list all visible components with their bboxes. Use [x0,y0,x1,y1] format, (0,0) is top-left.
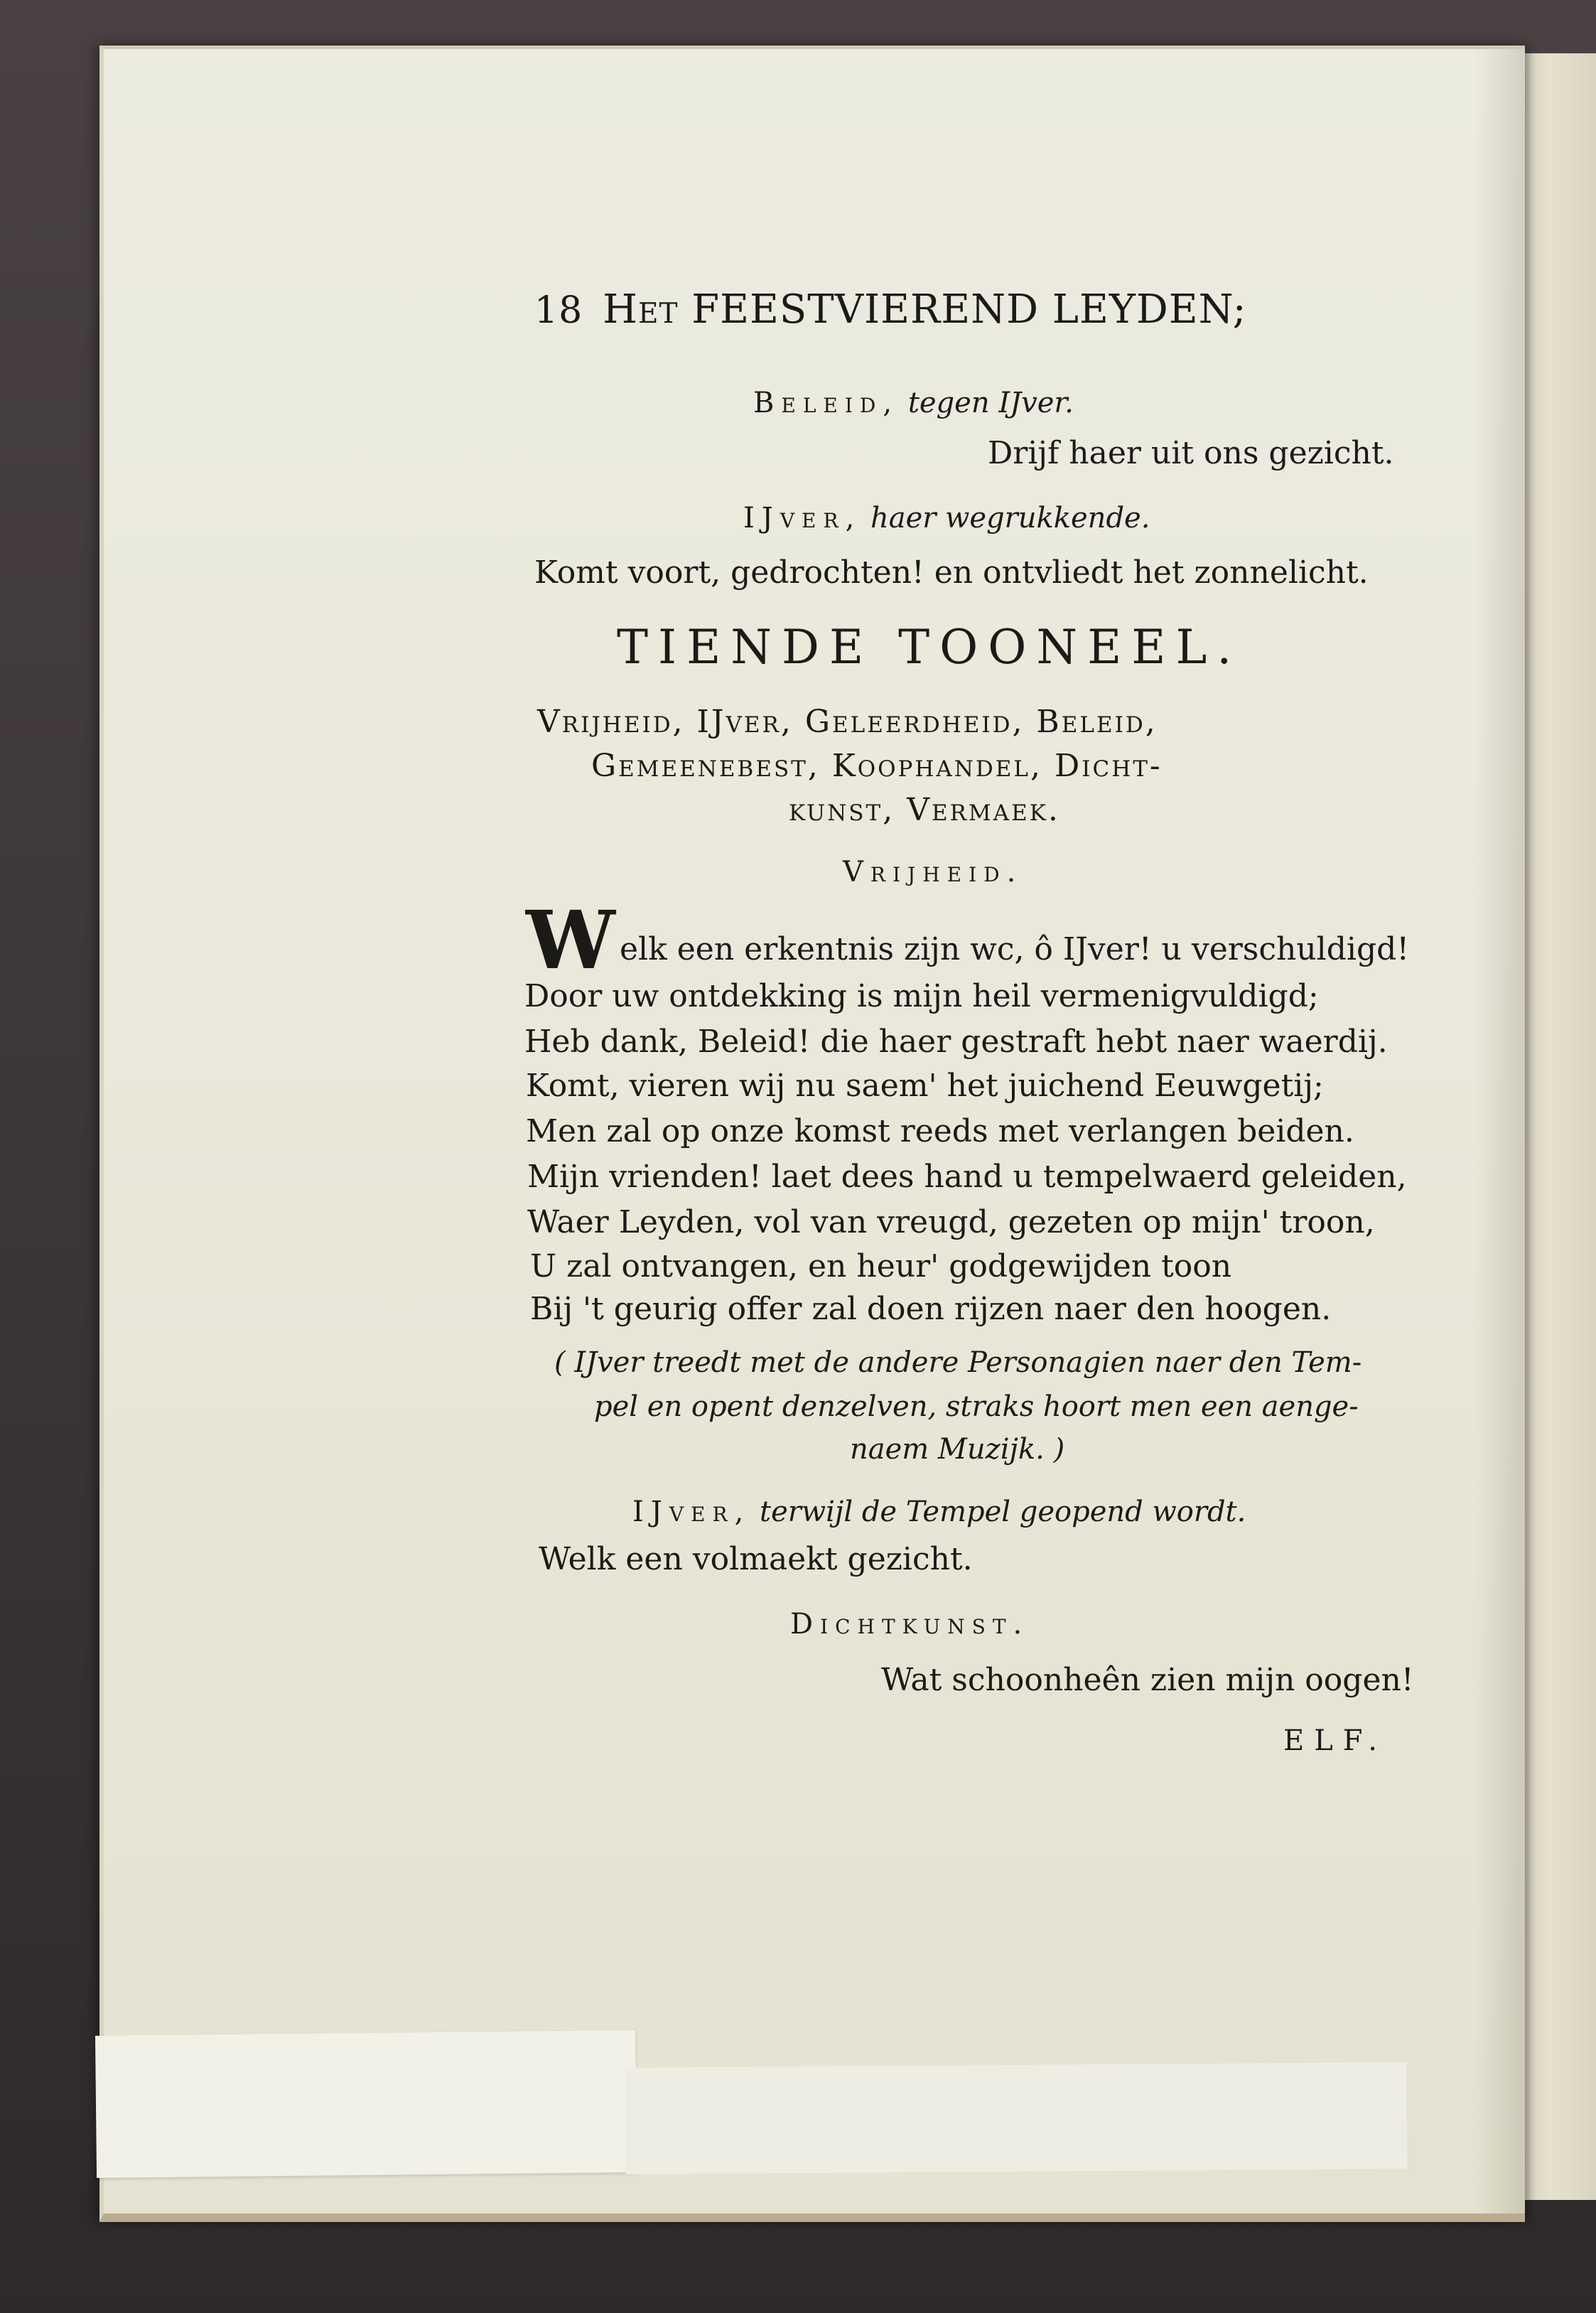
paper-slip [95,2030,637,2178]
speaker-name: IJver, [743,502,862,535]
stage-direction-line: ( IJver treedt met de andere Personagien naer den Tem- [554,1346,1362,1379]
verse-line: Komt, vieren wij nu saem' het juichend Eeuwgetij; [526,1068,1324,1104]
signature-mark: ELF. [1283,1724,1387,1757]
cast-line: Vrijheid, IJver, Geleerdheid, Beleid, [537,704,1158,740]
verse-line: Men zal op onze komst reeds met verlangen beiden. [526,1113,1354,1149]
speaker-line-1 [753,387,1074,419]
verse-line: Bij 't geurig offer zal doen rijzen naer den hoogen. [530,1291,1332,1327]
speaker-name: Dichtkunst. [790,1608,1030,1641]
speaker-name: Beleid, [753,387,900,419]
verse-line: elk een erkentnis zijn wc, ô IJver! u verschuldigd! [620,931,1409,967]
speech-speaker [843,856,1023,889]
drop-cap: W [526,894,615,987]
verse-line: Heb dank, Beleid! die haer gestraft hebt naer waerdij. [524,1024,1388,1060]
stage-cue: haer wegrukkende. [870,502,1150,535]
cast-line: Gemeenebest, Koophandel, Dicht- [591,748,1163,784]
speaker-line-3 [632,1496,1246,1528]
verse-line: Mijn vrienden! laet dees hand u tempelwaerd geleiden, [527,1159,1407,1195]
facing-page-edge [1514,53,1596,2200]
verse-line: U zal ontvangen, en heur' godgewijden toon [530,1248,1232,1284]
speaker-line-2 [743,502,1150,535]
speaker-name: Vrijheid. [843,856,1023,889]
stage-direction-line: pel en opent denzelven, straks hoort men een aenge- [594,1390,1359,1423]
running-title: Het FEESTVIEREND LEYDEN; [603,286,1247,333]
verse-line: Door uw ontdekking is mijn heil vermenigvuldigd; [524,978,1319,1014]
dialogue-line: Komt voort, gedrochten! en ontvliedt het zonnelicht. [534,554,1369,591]
cast-line: kunst, Vermaek. [789,792,1060,828]
dialogue-line: Wat schoonheên zien mijn oogen! [881,1662,1414,1698]
dialogue-line: Welk een volmaekt gezicht. [539,1541,973,1577]
stage-direction-line: naem Muzijk. ) [850,1433,1065,1466]
page-number: 18 [534,289,583,332]
gutter-shadow [1475,49,1525,2213]
stage-cue: tegen IJver. [907,387,1074,419]
stage-cue: terwijl de Tempel geopend wordt. [760,1496,1246,1528]
dialogue-line: Drijf haer uit ons gezicht. [988,435,1394,471]
running-header [534,286,1247,333]
speaker-line-4 [790,1608,1029,1641]
scene-title: TIENDE TOONEEL. [617,620,1242,675]
speaker-name: IJver, [632,1496,751,1528]
paper-slip [625,2062,1407,2174]
verse-line: Waer Leyden, vol van vreugd, gezeten op mijn' troon, [527,1204,1375,1240]
